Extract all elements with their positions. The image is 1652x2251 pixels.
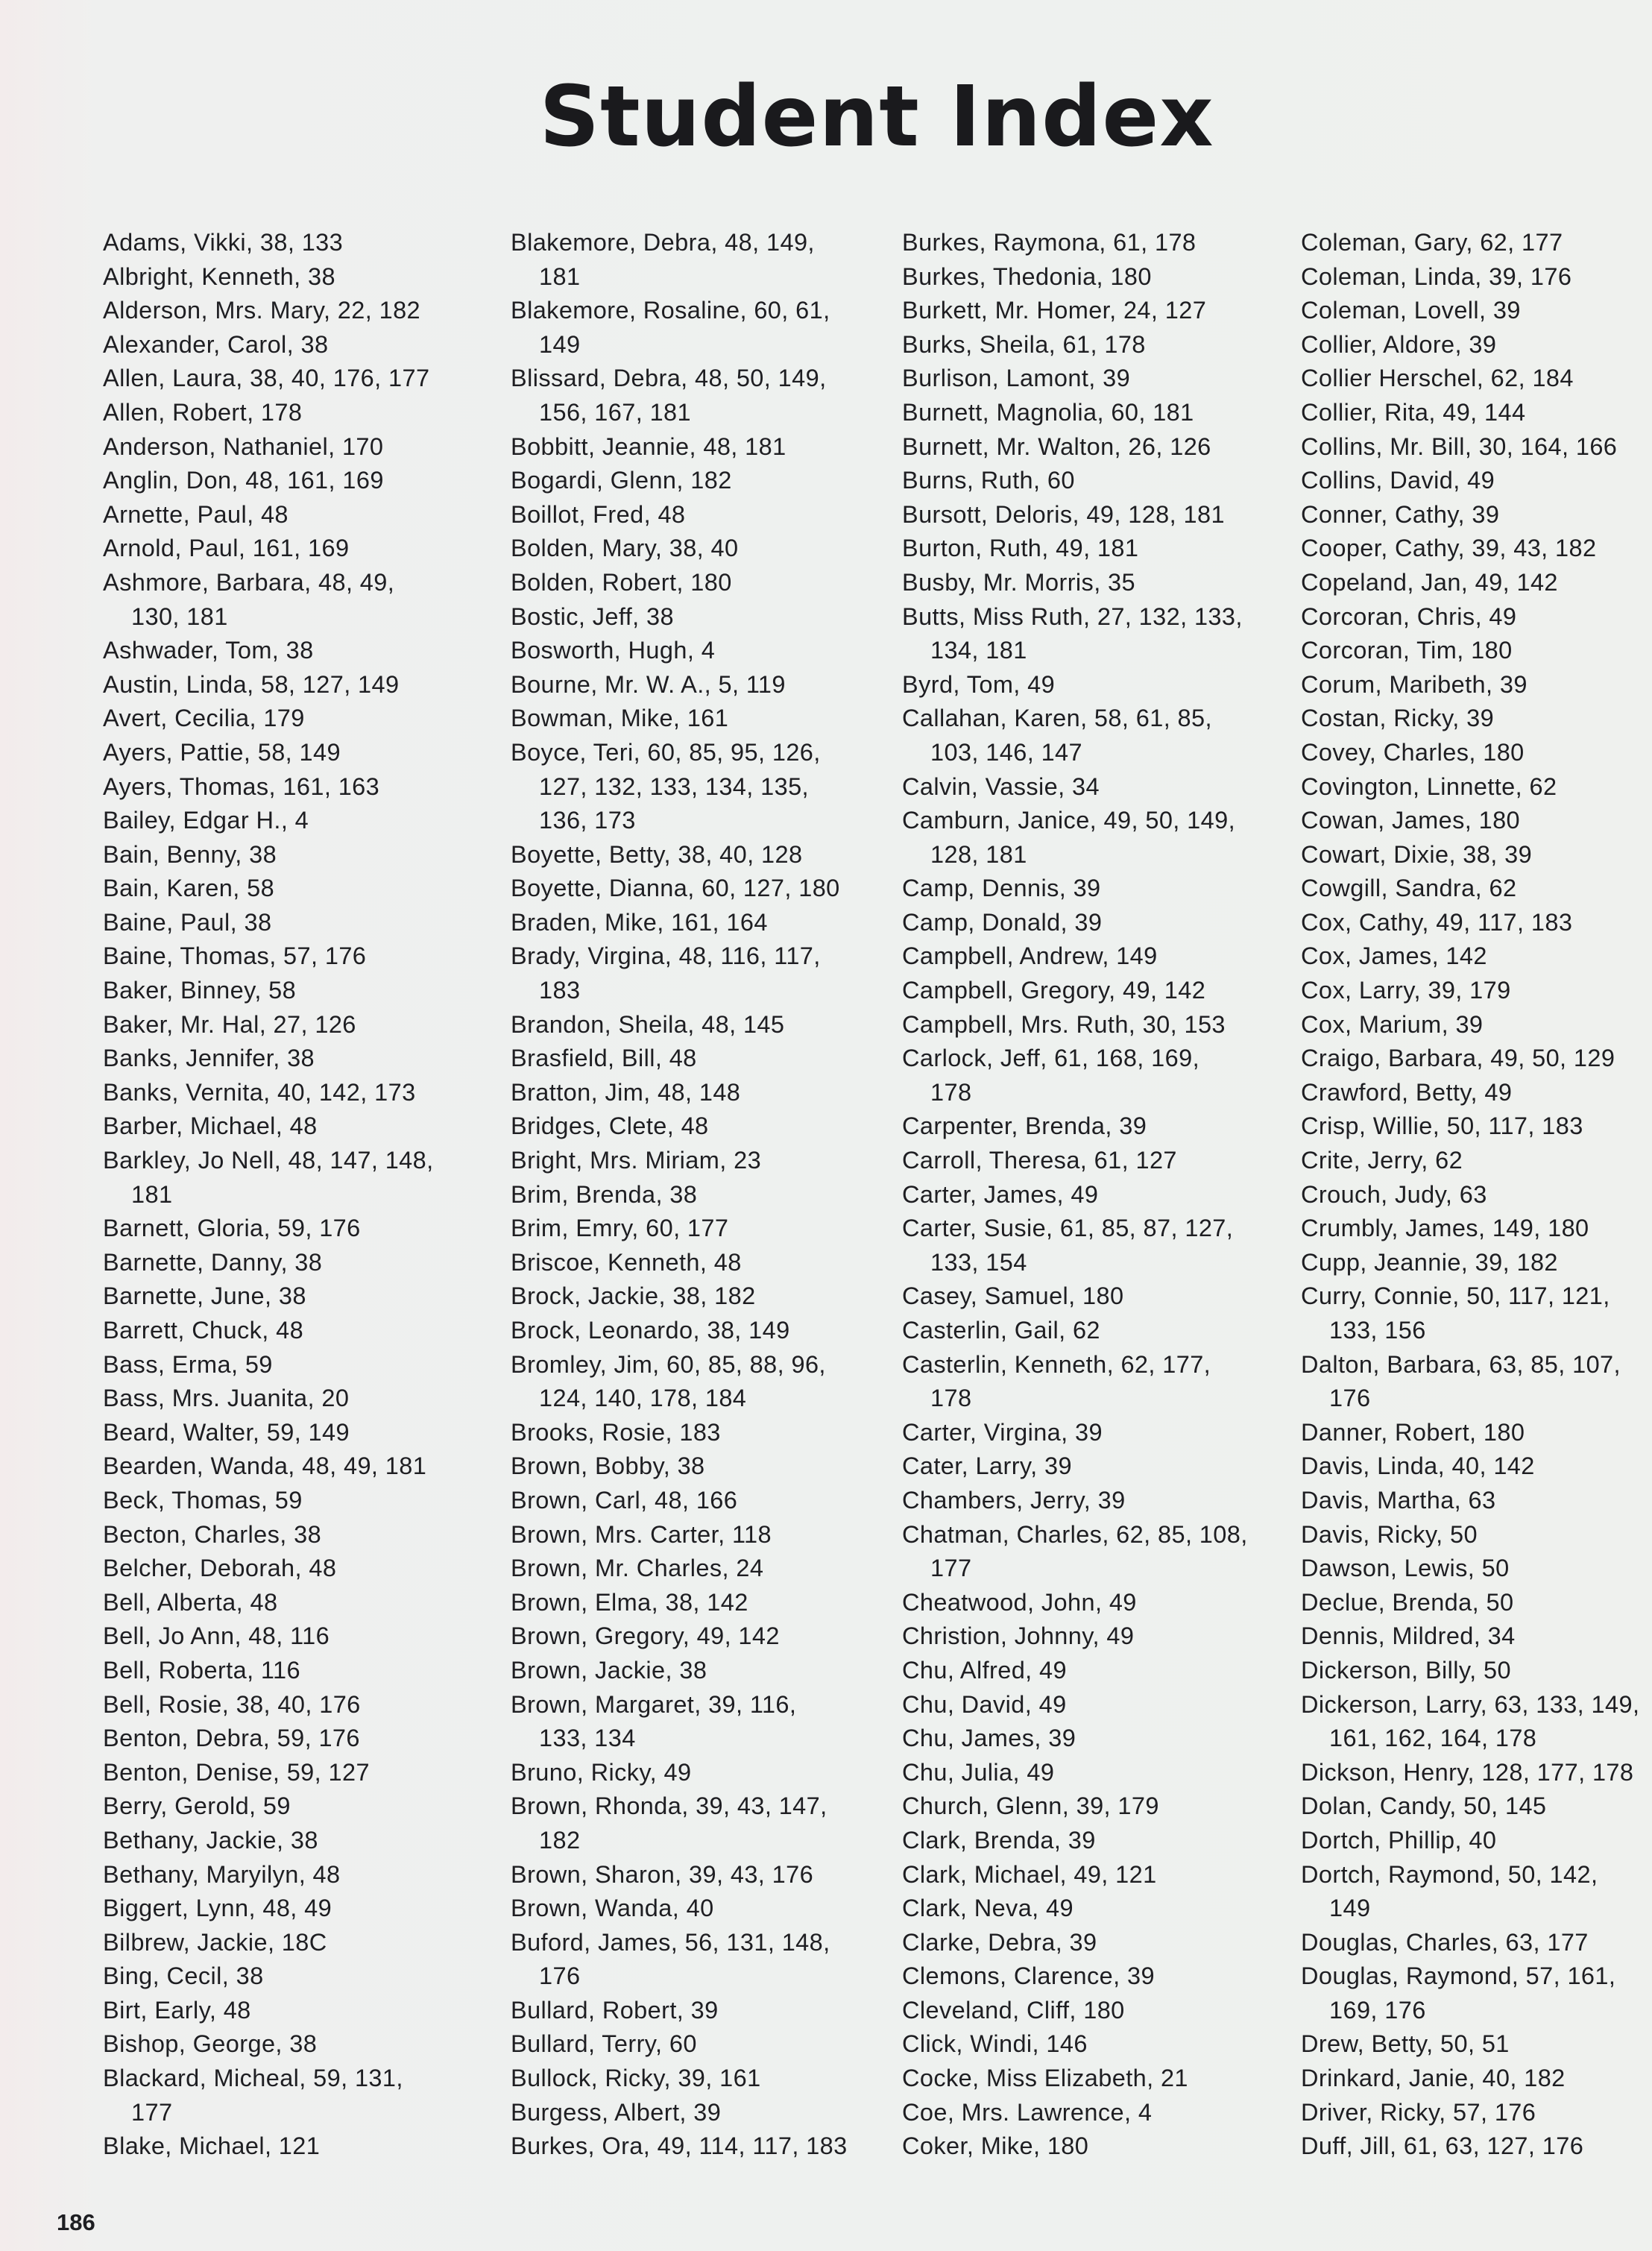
index-entry: Bobbitt, Jeannie, 48, 181 [511, 432, 786, 460]
index-entry: Casterlin, Kenneth, 62, 177, [902, 1350, 1211, 1378]
index-entry: Casterlin, Gail, 62 [902, 1317, 1100, 1344]
index-column-3 [902, 226, 1290, 2164]
index-entry: Burkett, Mr. Homer, 24, 127 [902, 297, 1207, 324]
index-entry: Bright, Mrs. Miriam, 23 [511, 1147, 762, 1174]
index-entry: Camp, Dennis, 39 [902, 875, 1101, 902]
index-entry: Drinkard, Janie, 40, 182 [1301, 2065, 1566, 2092]
index-entry: Craigo, Barbara, 49, 50, 129 [1301, 1045, 1615, 1072]
index-entry: Ayers, Pattie, 58, 149 [103, 738, 341, 766]
index-entry: Burkes, Ora, 49, 114, 117, 183 [511, 2132, 848, 2160]
index-entry: Bain, Benny, 38 [103, 840, 277, 868]
index-entry-continuation: 133, 156 [1329, 1317, 1426, 1344]
index-entry: Bailey, Edgar H., 4 [103, 807, 309, 834]
index-entry-continuation: 103, 146, 147 [930, 738, 1082, 766]
index-entry: Benton, Debra, 59, 176 [103, 1725, 360, 1752]
index-entry: Beck, Thomas, 59 [103, 1486, 303, 1514]
index-entry: Dawson, Lewis, 50 [1301, 1555, 1510, 1582]
index-entry: Bullard, Terry, 60 [511, 2030, 697, 2058]
index-entry: Burton, Ruth, 49, 181 [902, 535, 1139, 562]
index-entry: Brown, Mrs. Carter, 118 [511, 1520, 772, 1548]
index-entry: Brown, Jackie, 38 [511, 1656, 707, 1684]
index-entry-continuation: 124, 140, 178, 184 [539, 1385, 747, 1412]
index-entry: Arnold, Paul, 161, 169 [103, 535, 350, 562]
index-entry: Carroll, Theresa, 61, 127 [902, 1147, 1177, 1174]
index-entry: Chatman, Charles, 62, 85, 108, [902, 1520, 1248, 1548]
index-entry: Bilbrew, Jackie, 18C [103, 1928, 327, 1956]
index-entry: Crouch, Judy, 63 [1301, 1180, 1487, 1208]
index-entry: Austin, Linda, 58, 127, 149 [103, 670, 400, 698]
index-entry: Conner, Cathy, 39 [1301, 500, 1500, 528]
index-entry: Campbell, Andrew, 149 [902, 942, 1158, 970]
index-entry: Blake, Michael, 121 [103, 2132, 321, 2160]
index-entry: Cocke, Miss Elizabeth, 21 [902, 2065, 1188, 2092]
index-entry-continuation: 169, 176 [1329, 1996, 1426, 2024]
index-entry: Blackard, Micheal, 59, 131, [103, 2065, 403, 2092]
index-entry: Collier Herschel, 62, 184 [1301, 365, 1574, 392]
index-entry-continuation: 130, 181 [131, 602, 228, 630]
index-entry: Collins, Mr. Bill, 30, 164, 166 [1301, 432, 1618, 460]
index-entry: Bolden, Mary, 38, 40 [511, 535, 739, 562]
index-entry-continuation: 128, 181 [930, 840, 1027, 868]
index-entry: Blakemore, Debra, 48, 149, [511, 229, 815, 256]
index-entry: Avert, Cecilia, 179 [103, 705, 305, 732]
index-entry: Clark, Brenda, 39 [902, 1826, 1096, 1854]
index-entry: Bing, Cecil, 38 [103, 1962, 264, 1990]
index-entry: Bosworth, Hugh, 4 [511, 637, 716, 664]
index-entry: Bell, Alberta, 48 [103, 1588, 278, 1616]
index-entry: Barnette, June, 38 [103, 1282, 306, 1310]
index-entry: Corcoran, Tim, 180 [1301, 637, 1513, 664]
index-entry: Bolden, Robert, 180 [511, 568, 732, 596]
index-entry: Calvin, Vassie, 34 [902, 772, 1100, 800]
index-entry: Brim, Brenda, 38 [511, 1180, 698, 1208]
index-entry: Alexander, Carol, 38 [103, 330, 329, 358]
index-entry: Clemons, Clarence, 39 [902, 1962, 1155, 1990]
index-entry: Bruno, Ricky, 49 [511, 1758, 692, 1786]
index-entry: Burkes, Thedonia, 180 [902, 262, 1152, 290]
index-entry: Anderson, Nathaniel, 170 [103, 432, 384, 460]
index-entry: Davis, Martha, 63 [1301, 1486, 1496, 1514]
index-entry: Coker, Mike, 180 [902, 2132, 1089, 2160]
index-entry: Ashwader, Tom, 38 [103, 637, 314, 664]
index-entry-continuation: 133, 134 [539, 1725, 636, 1752]
index-entry: Biggert, Lynn, 48, 49 [103, 1895, 332, 1922]
index-entry: Cowan, James, 180 [1301, 807, 1521, 834]
index-entry: Brown, Mr. Charles, 24 [511, 1555, 764, 1582]
index-entry: Collier, Aldore, 39 [1301, 330, 1497, 358]
index-entry: Allen, Laura, 38, 40, 176, 177 [103, 365, 430, 392]
index-entry: Ayers, Thomas, 161, 163 [103, 772, 380, 800]
index-entry: Burns, Ruth, 60 [902, 467, 1075, 494]
index-entry: Byrd, Tom, 49 [902, 670, 1056, 698]
index-entry: Corcoran, Chris, 49 [1301, 602, 1517, 630]
index-entry: Brock, Jackie, 38, 182 [511, 1282, 756, 1310]
index-entry: Church, Glenn, 39, 179 [902, 1792, 1159, 1820]
index-entry: Cleveland, Cliff, 180 [902, 1996, 1125, 2024]
index-entry: Brock, Leonardo, 38, 149 [511, 1317, 790, 1344]
index-entry: Bell, Rosie, 38, 40, 176 [103, 1690, 361, 1718]
index-entry: Copeland, Jan, 49, 142 [1301, 568, 1558, 596]
index-entry-continuation: 156, 167, 181 [539, 398, 691, 426]
index-entry: Cheatwood, John, 49 [902, 1588, 1137, 1616]
index-entry: Crite, Jerry, 62 [1301, 1147, 1463, 1174]
index-column-2 [511, 226, 898, 2164]
index-entry: Brown, Elma, 38, 142 [511, 1588, 748, 1616]
index-entry: Coleman, Lovell, 39 [1301, 297, 1521, 324]
page-title: Student Index [539, 69, 1214, 166]
index-entry: Bostic, Jeff, 38 [511, 602, 674, 630]
index-entry: Christion, Johnny, 49 [902, 1622, 1135, 1650]
index-entry: Casey, Samuel, 180 [902, 1282, 1124, 1310]
index-entry: Coleman, Gary, 62, 177 [1301, 229, 1563, 256]
index-entry: Cox, James, 142 [1301, 942, 1487, 970]
index-entry: Buford, James, 56, 131, 148, [511, 1928, 830, 1956]
index-entry: Bearden, Wanda, 48, 49, 181 [103, 1452, 427, 1480]
index-entry: Barber, Michael, 48 [103, 1112, 318, 1140]
index-entry: Belcher, Deborah, 48 [103, 1555, 337, 1582]
index-entry: Carter, Susie, 61, 85, 87, 127, [902, 1215, 1234, 1242]
index-entry: Cox, Cathy, 49, 117, 183 [1301, 908, 1573, 936]
index-entry: Bell, Roberta, 116 [103, 1656, 300, 1684]
index-entry: Cooper, Cathy, 39, 43, 182 [1301, 535, 1597, 562]
index-entry: Brasfield, Bill, 48 [511, 1045, 697, 1072]
index-entry: Callahan, Karen, 58, 61, 85, [902, 705, 1212, 732]
index-entry: Barnett, Gloria, 59, 176 [103, 1215, 361, 1242]
index-entry: Davis, Ricky, 50 [1301, 1520, 1478, 1548]
index-entry: Brown, Bobby, 38 [511, 1452, 705, 1480]
index-entry: Corum, Maribeth, 39 [1301, 670, 1528, 698]
index-entry: Butts, Miss Ruth, 27, 132, 133, [902, 602, 1243, 630]
index-entry: Adams, Vikki, 38, 133 [103, 229, 344, 256]
index-entry: Barkley, Jo Nell, 48, 147, 148, [103, 1147, 434, 1174]
index-entry: Bourne, Mr. W. A., 5, 119 [511, 670, 786, 698]
index-entry: Banks, Vernita, 40, 142, 173 [103, 1078, 416, 1106]
index-entry: Banks, Jennifer, 38 [103, 1045, 315, 1072]
index-entry: Blissard, Debra, 48, 50, 149, [511, 365, 827, 392]
index-entry: Brooks, Rosie, 183 [511, 1418, 721, 1446]
index-entry: Camp, Donald, 39 [902, 908, 1103, 936]
index-entry: Driver, Ricky, 57, 176 [1301, 2098, 1536, 2126]
index-entry: Danner, Robert, 180 [1301, 1418, 1525, 1446]
index-entry: Clarke, Debra, 39 [902, 1928, 1097, 1956]
index-entry: Bullock, Ricky, 39, 161 [511, 2065, 761, 2092]
index-entry: Brown, Wanda, 40 [511, 1895, 714, 1922]
index-entry: Burnett, Mr. Walton, 26, 126 [902, 432, 1211, 460]
index-entry: Burnett, Magnolia, 60, 181 [902, 398, 1194, 426]
index-entry: Burkes, Raymona, 61, 178 [902, 229, 1197, 256]
index-entry: Bratton, Jim, 48, 148 [511, 1078, 741, 1106]
index-entry: Arnette, Paul, 48 [103, 500, 289, 528]
index-entry: Dennis, Mildred, 34 [1301, 1622, 1516, 1650]
index-entry: Brown, Carl, 48, 166 [511, 1486, 738, 1514]
index-entry: Blakemore, Rosaline, 60, 61, [511, 297, 830, 324]
index-entry: Beard, Walter, 59, 149 [103, 1418, 350, 1446]
index-entry: Carter, Virgina, 39 [902, 1418, 1103, 1446]
index-entry: Dickson, Henry, 128, 177, 178 [1301, 1758, 1634, 1786]
index-entry-continuation: 161, 162, 164, 178 [1329, 1725, 1537, 1752]
index-entry-continuation: 181 [131, 1180, 173, 1208]
index-entry: Carter, James, 49 [902, 1180, 1099, 1208]
index-entry: Brown, Sharon, 39, 43, 176 [511, 1860, 814, 1888]
index-entry: Davis, Linda, 40, 142 [1301, 1452, 1535, 1480]
index-entry: Barrett, Chuck, 48 [103, 1317, 304, 1344]
index-entry: Burgess, Albert, 39 [511, 2098, 722, 2126]
index-entry: Clark, Michael, 49, 121 [902, 1860, 1157, 1888]
index-entry: Carlock, Jeff, 61, 168, 169, [902, 1045, 1200, 1072]
index-entry: Crawford, Betty, 49 [1301, 1078, 1513, 1106]
index-entry: Brandon, Sheila, 48, 145 [511, 1010, 785, 1038]
index-entry: Cater, Larry, 39 [902, 1452, 1072, 1480]
index-entry: Boyette, Dianna, 60, 127, 180 [511, 875, 840, 902]
index-entry-continuation: 149 [1329, 1895, 1371, 1922]
index-entry: Covington, Linnette, 62 [1301, 772, 1557, 800]
index-entry: Berry, Gerold, 59 [103, 1792, 291, 1820]
index-entry: Dickerson, Larry, 63, 133, 149, [1301, 1690, 1640, 1718]
index-entry: Dolan, Candy, 50, 145 [1301, 1792, 1547, 1820]
index-entry: Barnette, Danny, 38 [103, 1248, 323, 1276]
index-entry: Brim, Emry, 60, 177 [511, 1215, 729, 1242]
index-entry-continuation: 183 [539, 977, 581, 1004]
index-entry: Collins, David, 49 [1301, 467, 1495, 494]
index-entry: Anglin, Don, 48, 161, 169 [103, 467, 384, 494]
index-entry: Clark, Neva, 49 [902, 1895, 1074, 1922]
index-entry: Bell, Jo Ann, 48, 116 [103, 1622, 330, 1650]
index-entry: Becton, Charles, 38 [103, 1520, 322, 1548]
index-entry: Dortch, Phillip, 40 [1301, 1826, 1497, 1854]
index-entry: Camburn, Janice, 49, 50, 149, [902, 807, 1236, 834]
index-entry: Baine, Thomas, 57, 176 [103, 942, 367, 970]
index-entry-continuation: 134, 181 [930, 637, 1027, 664]
index-entry: Birt, Early, 48 [103, 1996, 251, 2024]
index-entry: Cox, Larry, 39, 179 [1301, 977, 1511, 1004]
index-column-1 [103, 226, 491, 2164]
index-entry: Brown, Margaret, 39, 116, [511, 1690, 797, 1718]
index-entry: Cowart, Dixie, 38, 39 [1301, 840, 1533, 868]
index-entry: Carpenter, Brenda, 39 [902, 1112, 1147, 1140]
index-entry: Chambers, Jerry, 39 [902, 1486, 1126, 1514]
index-entry: Baker, Mr. Hal, 27, 126 [103, 1010, 356, 1038]
index-entry: Bass, Erma, 59 [103, 1350, 273, 1378]
index-entry-continuation: 176 [1329, 1385, 1371, 1412]
index-entry: Burlison, Lamont, 39 [902, 365, 1131, 392]
index-entry: Coleman, Linda, 39, 176 [1301, 262, 1572, 290]
index-entry: Chu, Julia, 49 [902, 1758, 1055, 1786]
index-column-4 [1301, 226, 1652, 2164]
index-entry: Collier, Rita, 49, 144 [1301, 398, 1526, 426]
index-entry: Boyce, Teri, 60, 85, 95, 126, [511, 738, 821, 766]
index-entry: Campbell, Mrs. Ruth, 30, 153 [902, 1010, 1226, 1038]
index-entry: Coe, Mrs. Lawrence, 4 [902, 2098, 1153, 2126]
index-entry: Briscoe, Kenneth, 48 [511, 1248, 742, 1276]
index-entry: Curry, Connie, 50, 117, 121, [1301, 1282, 1610, 1310]
index-entry: Braden, Mike, 161, 164 [511, 908, 768, 936]
index-entry-continuation: 136, 173 [539, 807, 636, 834]
index-entry-continuation: 177 [930, 1555, 972, 1582]
index-entry: Crumbly, James, 149, 180 [1301, 1215, 1589, 1242]
index-entry: Covey, Charles, 180 [1301, 738, 1525, 766]
index-entry: Declue, Brenda, 50 [1301, 1588, 1514, 1616]
index-entry: Boillot, Fred, 48 [511, 500, 686, 528]
index-entry: Chu, James, 39 [902, 1725, 1076, 1752]
index-entry: Allen, Robert, 178 [103, 398, 303, 426]
index-entry: Brown, Gregory, 49, 142 [511, 1622, 780, 1650]
index-entry: Bullard, Robert, 39 [511, 1996, 719, 2024]
index-entry: Cox, Marium, 39 [1301, 1010, 1484, 1038]
index-entry-continuation: 133, 154 [930, 1248, 1027, 1276]
index-entry-continuation: 182 [539, 1826, 581, 1854]
index-entry: Douglas, Raymond, 57, 161, [1301, 1962, 1616, 1990]
index-entry: Benton, Denise, 59, 127 [103, 1758, 370, 1786]
page-number: 186 [57, 2209, 95, 2235]
index-entry: Bromley, Jim, 60, 85, 88, 96, [511, 1350, 826, 1378]
index-entry: Busby, Mr. Morris, 35 [902, 568, 1136, 596]
index-entry: Campbell, Gregory, 49, 142 [902, 977, 1206, 1004]
index-entry: Douglas, Charles, 63, 177 [1301, 1928, 1589, 1956]
index-entry: Chu, David, 49 [902, 1690, 1067, 1718]
index-entry: Bridges, Clete, 48 [511, 1112, 709, 1140]
index-entry: Albright, Kenneth, 38 [103, 262, 335, 290]
index-entry: Baine, Paul, 38 [103, 908, 272, 936]
index-entry-continuation: 181 [539, 262, 581, 290]
index-entry: Bogardi, Glenn, 182 [511, 467, 732, 494]
index-entry: Dickerson, Billy, 50 [1301, 1656, 1511, 1684]
index-entry-continuation: 178 [930, 1078, 972, 1106]
index-entry: Boyette, Betty, 38, 40, 128 [511, 840, 803, 868]
index-entry: Dalton, Barbara, 63, 85, 107, [1301, 1350, 1621, 1378]
index-entry: Chu, Alfred, 49 [902, 1656, 1067, 1684]
index-entry: Drew, Betty, 50, 51 [1301, 2030, 1510, 2058]
index-entry: Dortch, Raymond, 50, 142, [1301, 1860, 1598, 1888]
index-entry: Bursott, Deloris, 49, 128, 181 [902, 500, 1225, 528]
index-entry: Click, Windi, 146 [902, 2030, 1088, 2058]
index-entry: Duff, Jill, 61, 63, 127, 176 [1301, 2132, 1584, 2160]
index-entry: Burks, Sheila, 61, 178 [902, 330, 1146, 358]
index-entry-continuation: 178 [930, 1385, 972, 1412]
index-entry: Bethany, Jackie, 38 [103, 1826, 318, 1854]
index-entry-continuation: 127, 132, 133, 134, 135, [539, 772, 809, 800]
index-entry: Bass, Mrs. Juanita, 20 [103, 1385, 350, 1412]
index-entry-continuation: 177 [131, 2098, 173, 2126]
index-entry: Baker, Binney, 58 [103, 977, 297, 1004]
index-entry: Brady, Virgina, 48, 116, 117, [511, 942, 821, 970]
index-entry-continuation: 176 [539, 1962, 581, 1990]
index-entry: Alderson, Mrs. Mary, 22, 182 [103, 297, 421, 324]
index-entry: Brown, Rhonda, 39, 43, 147, [511, 1792, 827, 1820]
index-entry: Cupp, Jeannie, 39, 182 [1301, 1248, 1558, 1276]
index-entry: Bowman, Mike, 161 [511, 705, 729, 732]
index-entry: Bain, Karen, 58 [103, 875, 275, 902]
index-entry: Crisp, Willie, 50, 117, 183 [1301, 1112, 1583, 1140]
index-entry: Costan, Ricky, 39 [1301, 705, 1495, 732]
index-entry: Bishop, George, 38 [103, 2030, 318, 2058]
index-entry: Bethany, Maryilyn, 48 [103, 1860, 341, 1888]
index-entry: Cowgill, Sandra, 62 [1301, 875, 1517, 902]
index-entry-continuation: 149 [539, 330, 581, 358]
index-entry: Ashmore, Barbara, 48, 49, [103, 568, 395, 596]
